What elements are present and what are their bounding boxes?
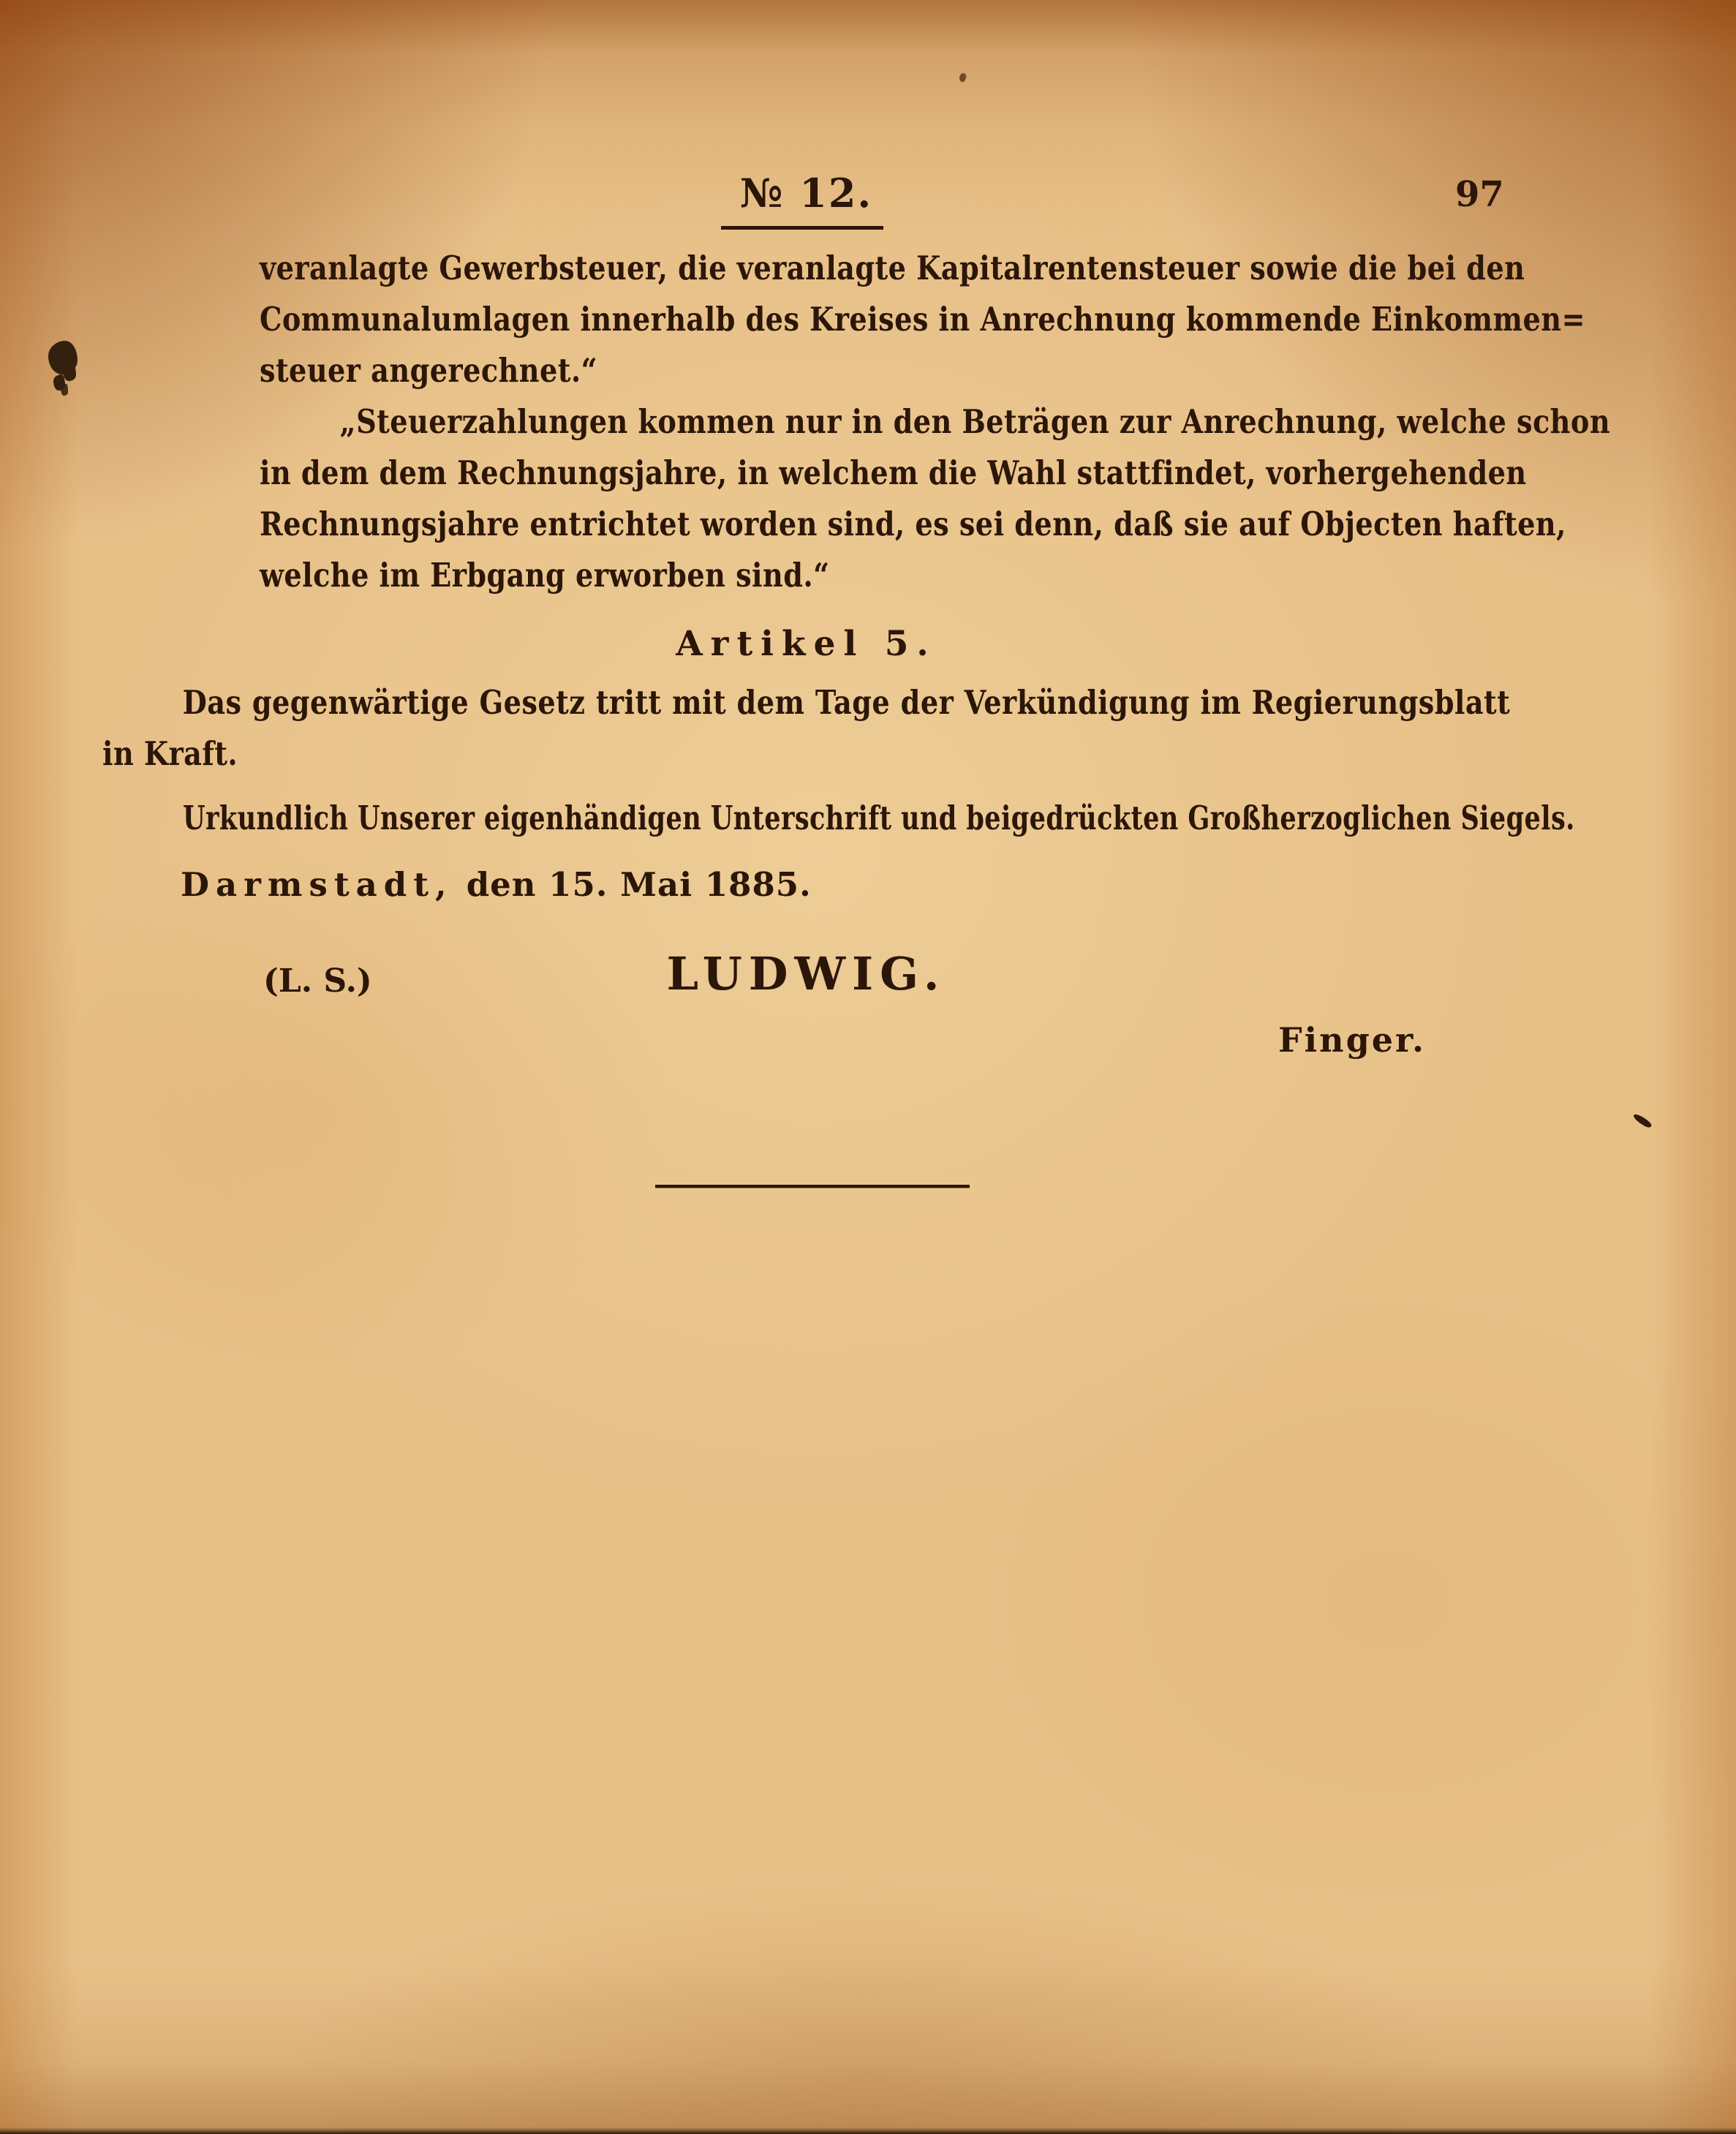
- countersignature: Finger.: [1278, 1020, 1427, 1060]
- page-bottom-shadow-edge: [0, 2127, 1736, 2134]
- article-heading: Artikel 5.: [676, 624, 937, 664]
- issue-number-underline-rule: [721, 226, 883, 230]
- royal-signature: LUDWIG.: [666, 947, 946, 1000]
- quote-line: Rechnungsjahre entrichtet worden sind, es sei denn, daß sie auf Objecten haften,: [260, 505, 1566, 543]
- quoted-law-text-block: [260, 243, 1611, 601]
- dateline-city: Darmstadt,: [181, 865, 453, 904]
- page-number: 97: [1455, 174, 1504, 215]
- margin-ink-blot: [48, 341, 78, 374]
- dateline-date: den 15. Mai 1885.: [466, 865, 812, 904]
- quote-line: welche im Erbgang erworben sind.“: [260, 556, 830, 595]
- enactment-paragraph: [102, 677, 1510, 780]
- attestation-paragraph: [102, 793, 1575, 844]
- attestation-line: Urkundlich Unserer eigenhändigen Unterschrift und beigedrückten Großherzoglichen Siegels.: [182, 799, 1575, 837]
- issue-number-heading: № 12.: [739, 170, 873, 216]
- quote-line: veranlagte Gewerbsteuer, die veranlagte Kapitalrentensteuer sowie die bei den: [260, 249, 1525, 287]
- section-divider-rule: [655, 1185, 970, 1188]
- body-line: in Kraft.: [102, 734, 238, 773]
- body-line: Das gegenwärtige Gesetz tritt mit dem Tage der Verkündigung im Regierungsblatt: [182, 683, 1511, 722]
- paper-speck-mark: [958, 72, 967, 83]
- dateline: [181, 861, 812, 908]
- quote-line: Communalumlagen innerhalb des Kreises in Anrechnung kommende Einkommen=: [260, 300, 1585, 339]
- seal-placeholder: (L. S.): [263, 962, 372, 1000]
- quote-line: in dem dem Rechnungsjahre, in welchem die Wahl stattfindet, vorhergehenden: [260, 453, 1527, 492]
- quote-line: „Steuerzahlungen kommen nur in den Beträgen zur Anrechnung, welche schon: [339, 402, 1611, 441]
- quote-line: steuer angerechnet.“: [260, 351, 598, 390]
- stray-ink-tick: [1632, 1112, 1653, 1129]
